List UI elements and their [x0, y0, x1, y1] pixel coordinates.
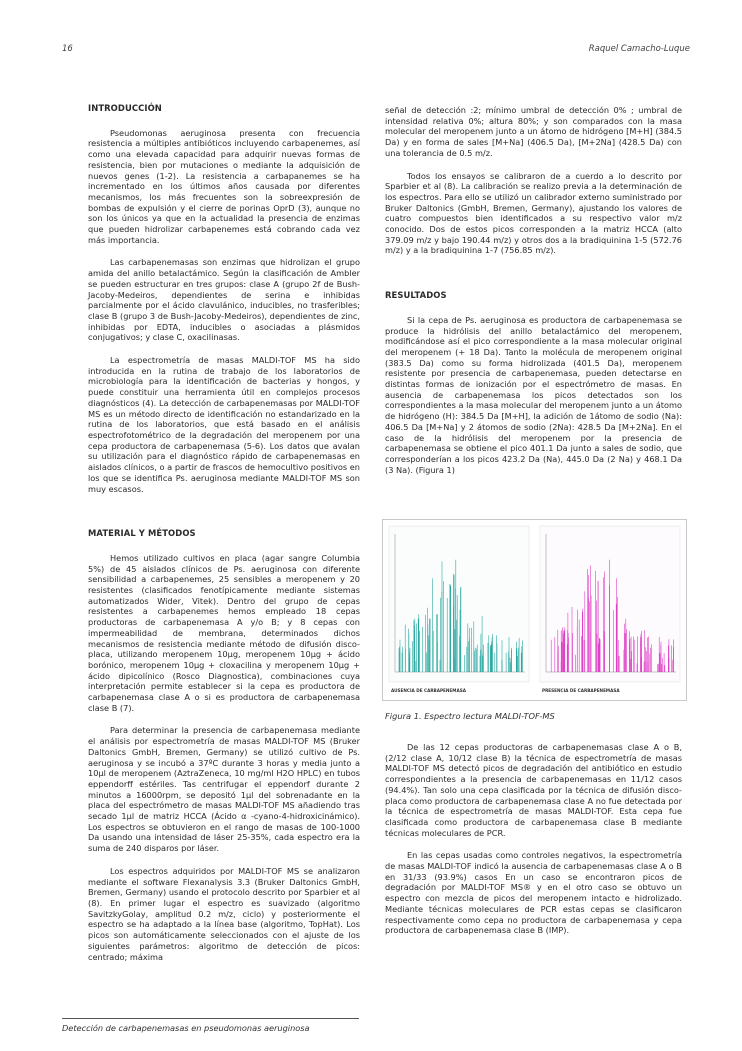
running-author: Raquel Camacho-Luque — [588, 44, 690, 54]
right-column — [385, 105, 682, 487]
footer-rule — [62, 1018, 359, 1019]
continued-paragraph-1: señal de detección :2; mínimo umbral de detección 0% ; umbral de intensidad relativa 0%; altura 80%; y son comparados con la masa molecular del meropenem junto a un átomo de hidrógeno [M+H] (384.5 Da) y en forma de sales [M+Na] (406.5 Da), [M+2Na] (428.5 Da) con una tolerancia de 0.5 m/z. — [385, 105, 682, 158]
footer-running-title: Detección de carbapenemasas en pseudomonas aeruginosa — [62, 1023, 310, 1033]
spectra-figure — [383, 520, 686, 700]
figure-caption: Figura 1. Espectro lectura MALDI-TOF-MS — [385, 711, 555, 721]
results-paragraph-1: Si la cepa de Ps. aeruginosa es productora de carbapenemasa se produce la hidrólisis del anillo betalactámico del meropenem, modificándose así el pico correspondiente a la masa molecular original del meropenem (+ 18 Da). Tanto la molécula de meropenem original (383.5 Da) como su forma hidrolizada (401.5 Da), meropenem resistente por presencia de carbapenemasa, pueden detectarse en distintas formas de ionización por el espectrómetro de masas. En ausencia de carbapenemasa los picos detectados son los correspondientes a la masa molecular del meropenem junto a un átomo de hidrógeno (H): 384.5 Da [M+H], la adición de 1átomo de sodio (Na): 406.5 Da [M+Na] y 2 átomos de sodio (2Na): 428.5 Da [M+2Na]. En el caso de la hidrólisis del meropenem por la presencia de carbapenemasa se obtiene el pico 401.1 Da junto a sales de sodio, que corresponderían a los picos 423.2 Da (Na), 445.0 Da (2 Na) y 468.1 Da (3 Na). (Figura 1) — [385, 314, 682, 475]
figure-1 — [382, 519, 687, 701]
intro-paragraph-2: Las carbapenemasas son enzimas que hidrolizan el grupo amida del anillo betalactámico. Según la clasificación de Ambler se pueden estructurar en tres grupos: clase A (grupo 2f de Bush-Jacoby-Medeiros, dependientes de serina e inhibidas parcialmente por el ácido clavulánico, inducibles, no trasferibles; clase B (grupo 3 de Bush-Jacoby-Medeiros), dependientes de zinc, inhibidas por EDTA, inducibles o asociadas a plásmidos conjugativos; y clase C, oxacilinasas. — [88, 257, 360, 343]
methods-paragraph-1: Hemos utilizado cultivos en placa (agar sangre Columbia 5%) de 45 aislados clínicos de Ps. aeruginosa con diferente sensibilidad a carbapenemes, 25 sensibles a meropenem y 20 resistentes (clasificados fenotípicamente mediante sistemas automatizados Wider, Vitek). Dentro del grupo de cepas resistentes a carbapenemes hemos empleado 18 cepas productoras de carbapenemasa A y/o B; y 8 cepas con impermeabilidad de membrana, determinados dichos mecanismos de resistencia mediante método de difusión disco-placa, utilizando meropenem 10µg, meropenem 10µg + ácido borónico, meropenem 10µg + cloxacilina y meropenem 10µg + ácido dipicolínico (Rosco Diagnostica), combinaciones cuya interpretación permite establecer si la cepa es productora de carbapenemasa clase A o si es productora de carbapenemasa clase B (7). — [88, 552, 360, 713]
results-paragraph-3: En las cepas usadas como controles negativos, la espectrometría de masas MALDI-TOF indicó la ausencia de carbapenemasas clase A o B en 31/33 (93.9%) casos En un caso se encontraron picos de degradación por MALDI-TOF MS® y en el otro caso se obtuvo un espectro con mezcla de picos del meropenem intacto e hidrolizado. Mediante técnicas moleculares de PCR estas cepas se clasificaron respectivamente como cepa no productora de carbapenemasa y cepa productora de carbapenemasa clase B (IMP). — [385, 850, 682, 936]
intro-paragraph-3: La espectrometría de masas MALDI-TOF MS ha sido introducida en la rutina de trabajo de los laboratorios de microbiología para la identificación de bacterias y hongos, y puede constituir una herramienta útil en complejos procesos diagnósticos (4). La detección de carbapenemasas por MALDI-TOF MS es un método directo de identificación no estandarizado en la rutina de los laboratorios, que está basado en el análisis espectrofotométrico de la degradación del meropenem por una cepa productora de carbapenemasa (5-6). Los datos que avalan su utilización para el diagnóstico rápido de carbapenemasas en aislados clínicos, o a partir de frascos de hemocultivo positivos en los que se identifica Ps. aeruginosa mediante MALDI-TOF MS son muy escasos. — [88, 355, 360, 494]
results-heading: RESULTADOS — [385, 290, 447, 301]
intro-heading: INTRODUCCIÓN — [88, 103, 162, 113]
methods-paragraph-2: Para determinar la presencia de carbapenemasa mediante el análisis por espectrometría de masas MALDI-TOF MS (Bruker Daltonics GmbH, Bremen, Germany) se utilizó cultivo de Ps. aeruginosa y se incubó a 37ºC durante 3 horas y media junto a 10µl de meropenem (AztraZeneca, 10 mg/ml H2O HPLC) en tubos eppendorff estériles. Tas centrifugar el eppendorf durante 2 minutos a 16000rpm, se depositó 1µl del sobrenadante en la placa del espectrómetro de masas MALDI-TOF MS añadiendo tras secado 1µl de matriz HCCA (Ácido α -cyano-4-hidroxicinámico). Los espectros se obtuvieron en el rango de masas de 100-1000 Da usando una intensidad de láser 25-35%, cada espectro era la suma de 240 disparos por láser. — [88, 725, 360, 854]
left-column — [88, 103, 360, 974]
continued-paragraph-2: Todos los ensayos se calibraron de a cuerdo a lo descrito por Sparbier et al (8). La calibración se realizo previa a la determinación de los espectros. Para ello se utilizó un calibrador externo suministrado por Bruker Daltonics (GmbH, Bremen, Germany), ajustando los valores de cuatro compuestos bien identificados a su respectivo valor m/z conocido. Dos de estos picos corresponden a la matriz HCCA (alto 379.09 m/z y bajo 190.44 m/z) y otros dos a la bradiquinina 1-5 (572.76 m/z) y a la bradiquinina 1-7 (756.85 m/z). — [385, 170, 682, 256]
page-number: 16 — [62, 44, 73, 54]
right-column-lower — [385, 742, 682, 948]
methods-heading: MATERIAL Y MÉTODOS — [88, 528, 196, 539]
right-panel-label: PRESENCIA DE CARBAPENEMASA — [542, 688, 620, 693]
intro-paragraph-1: Pseudomonas aeruginosa presenta con frecuencia resistencia a múltiples antibióticos incluyendo carbapenemes, así como una elevada capacidad para adquirir nuevas formas de resistencia, bien por mutaciones o mediante la adquisición de nuevos genes (1-2). La resistencia a carbapanemes se ha incrementado en los últimos años causada por diferentes mecanismos, los más frecuentes son la sobreexpresión de bombas de expulsión y el cierre de porinas OprD (3), aunque no son los únicos ya que en la actualidad la presencia de enzimas que pueden hidrolizar carbapenemes está cobrando cada vez más importancia. — [88, 127, 360, 245]
left-panel-label: AUSENCIA DE CARBAPENEMASA — [391, 688, 466, 693]
methods-paragraph-3: Los espectros adquiridos por MALDI-TOF MS se analizaron mediante el software Flexanalysis 3.3 (Bruker Daltonics GmbH, Bremen, Germany) usando el protocolo descrito por Sparbier et al (8). En primer lugar el espectro es suavizado (algoritmo SavitzkyGolay, amplitud 0.2 m/z, ciclo) y posteriormente el espectro se ha adaptado a la línea base (algoritmo, TopHat). Los picos son automáticamente seleccionados con el ajuste de los siguientes parámetros: algoritmo de detección de picos: centrado; máxima — [88, 865, 360, 962]
results-paragraph-2: De las 12 cepas productoras de carbapenemasas clase A o B, (2/12 clase A, 10/12 clase B) la técnica de espectrometría de masas MALDI-TOF MS detectó picos de degradación del antibiótico en estudio correspondientes a la presencia de carbapenemasas en 11/12 casos (94.4%). Tan solo una cepa clasificada por la técnica de difusión disco-placa como productora de carbapenemasa clase A no fue detectada por la técnica de espectrometría de masas MALDI-TOF. Esta cepa fue clasificada como productora de carbapenemasa clase B mediante técnicas moleculares de PCR. — [385, 742, 682, 838]
